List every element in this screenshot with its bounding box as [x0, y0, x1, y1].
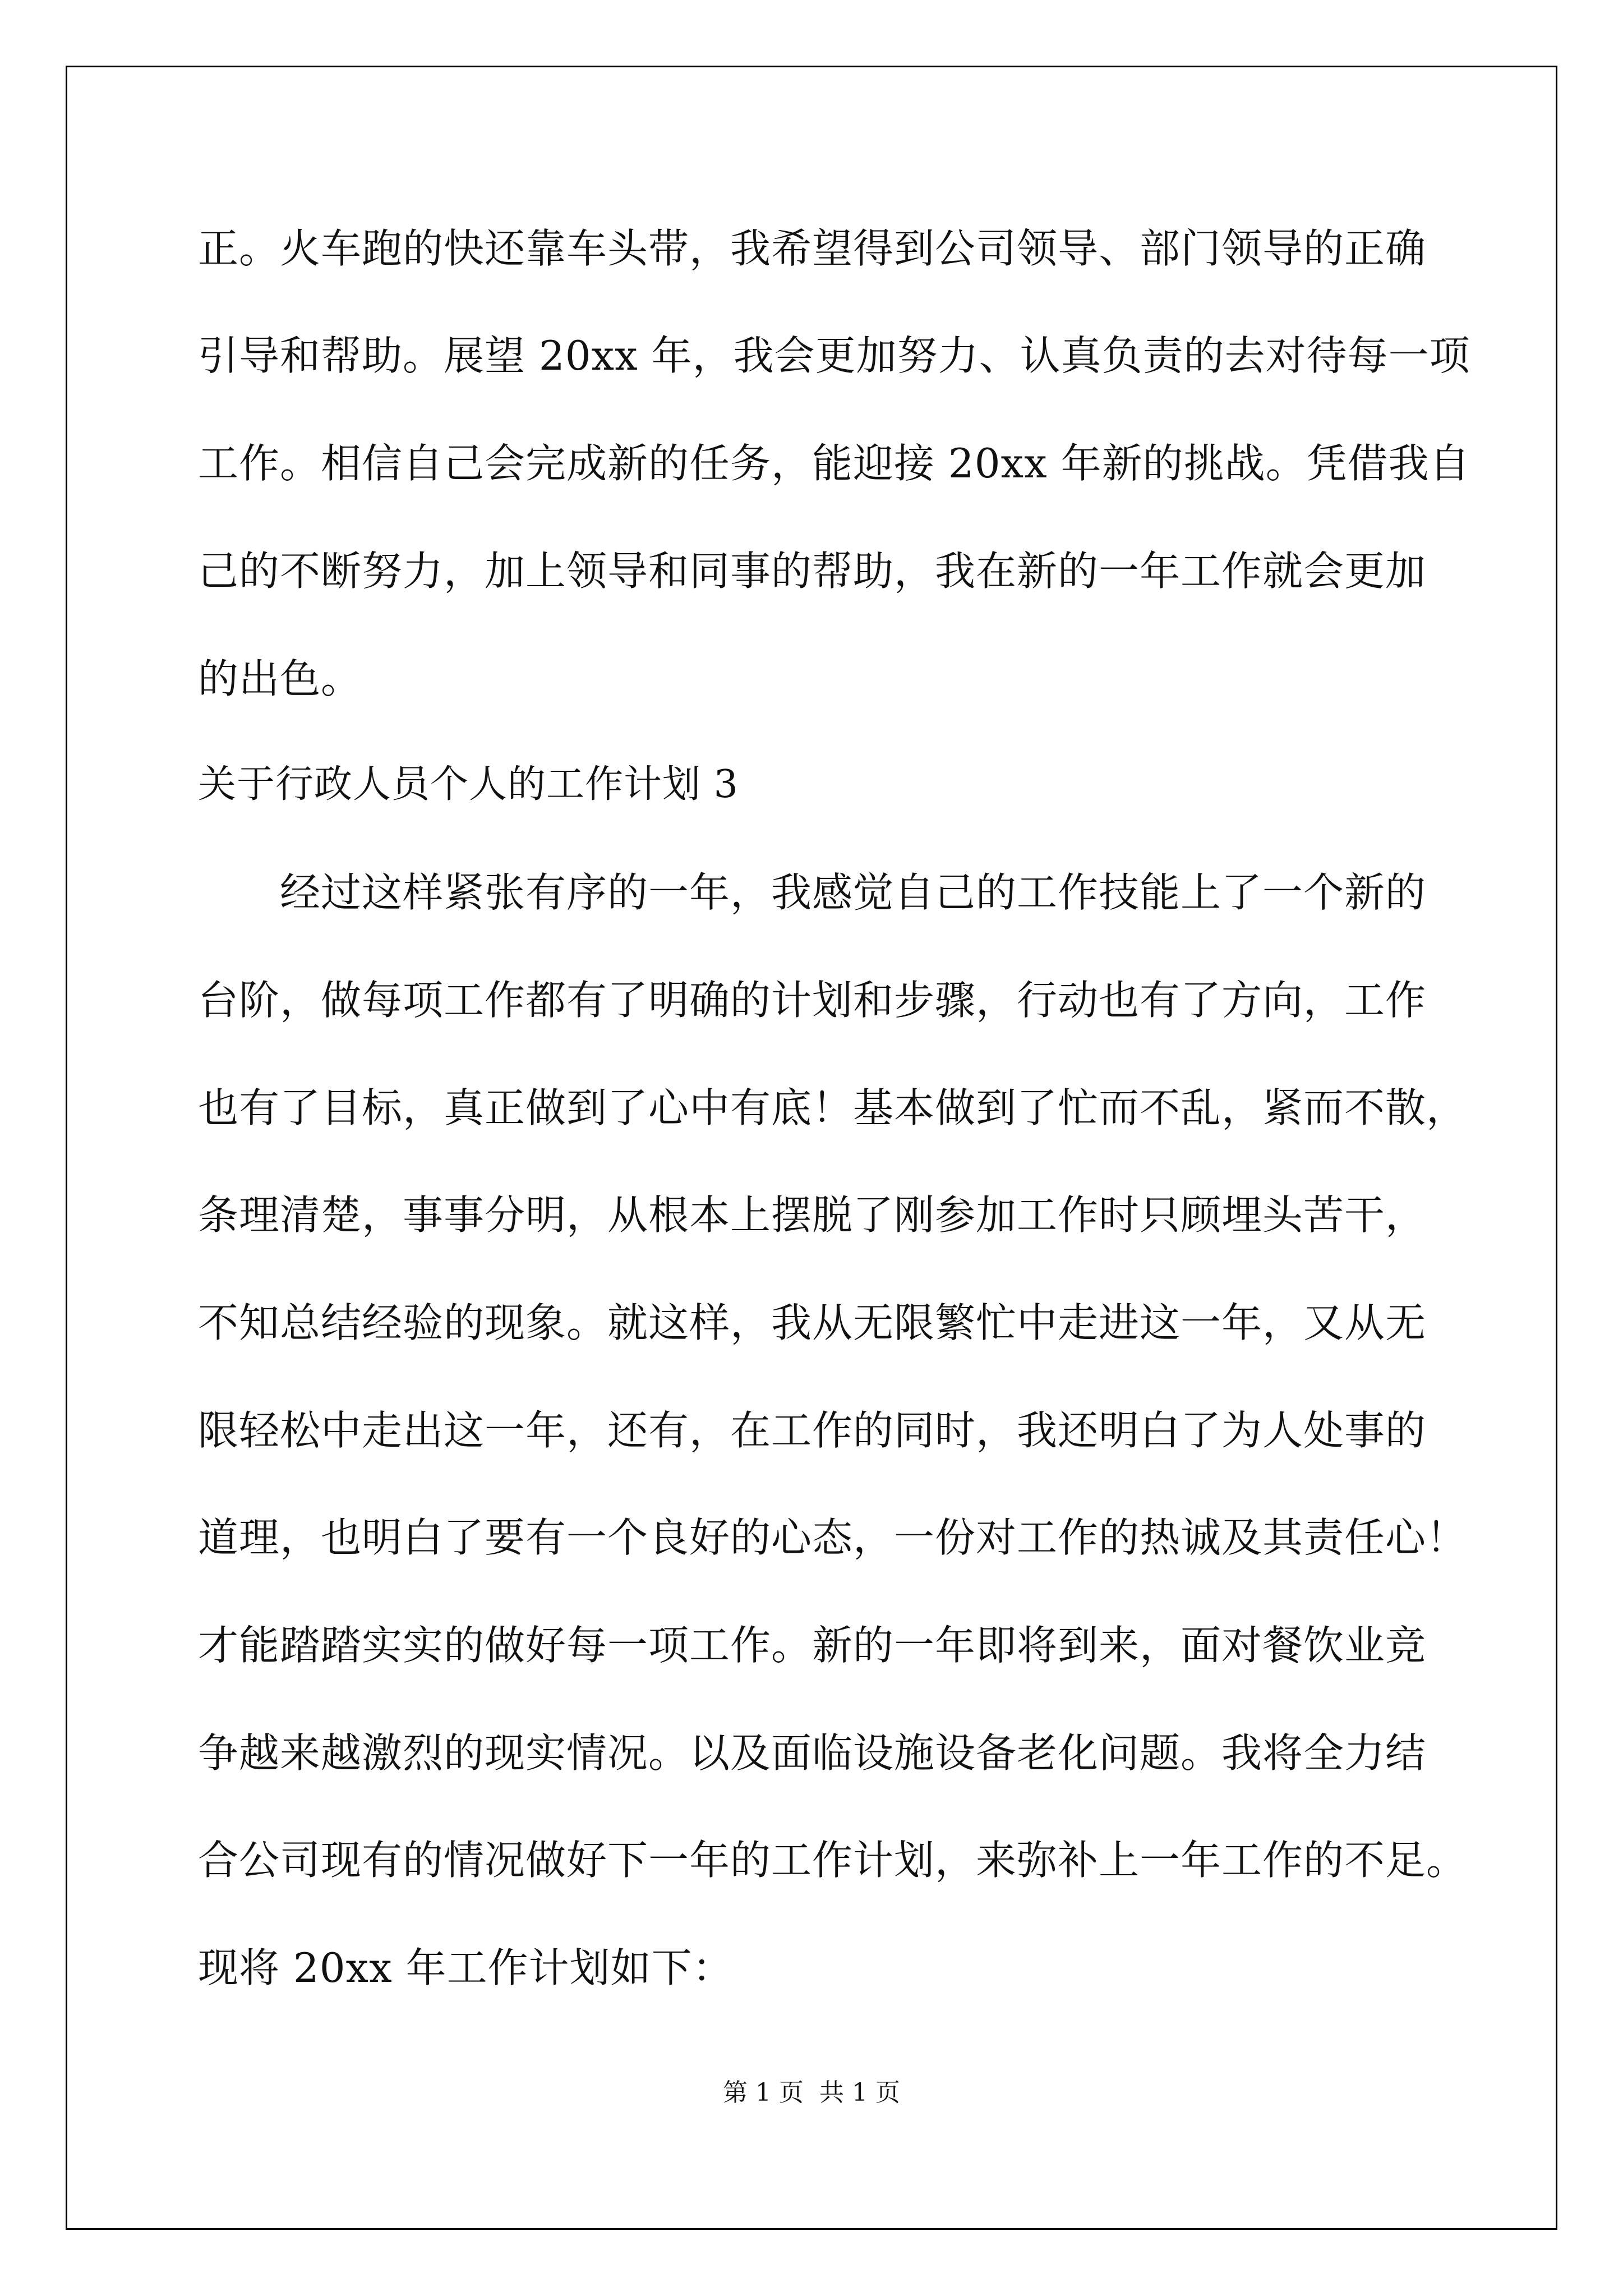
section-heading: 关于行政人员个人的工作计划 3 [198, 762, 739, 807]
body-line: 限轻松中走出这一年，还有，在工作的同时，我还明白了为人处事的 [198, 1407, 1427, 1454]
page-total: 共 1 页 [819, 2078, 900, 2107]
body-line: 才能踏踏实实的做好每一项工作。新的一年即将到来，面对餐饮业竞 [198, 1622, 1427, 1669]
body-line: 己的不断努力，加上领导和同事的帮助，我在新的一年工作就会更加 [198, 547, 1427, 595]
body-line: 争越来越激烈的现实情况。以及面临设施设备老化问题。我将全力结 [198, 1729, 1427, 1777]
body-line: 道理，也明白了要有一个良好的心态，一份对工作的热诚及其责任心！ [198, 1514, 1468, 1561]
body-line: 工作。相信自己会完成新的任务，能迎接 20xx 年新的挑战。凭借我自 [198, 440, 1470, 487]
body-line: 正。火车跑的快还靠车头带，我希望得到公司领导、部门领导的正确 [198, 225, 1427, 272]
body-line: 不知总结经验的现象。就这样，我从无限繁忙中走进这一年，又从无 [198, 1299, 1427, 1346]
body-line: 经过这样紧张有序的一年，我感觉自己的工作技能上了一个新的 [280, 869, 1427, 916]
body-line: 也有了目标，真正做到了心中有底！基本做到了忙而不乱，紧而不散， [198, 1084, 1468, 1131]
body-line: 台阶，做每项工作都有了明确的计划和步骤，行动也有了方向，工作 [198, 977, 1427, 1024]
body-line: 现将 20xx 年工作计划如下： [198, 1944, 734, 1991]
body-line: 合公司现有的情况做好下一年的工作计划，来弥补上一年工作的不足。 [198, 1837, 1468, 1884]
body-line: 的出色。 [198, 655, 362, 702]
body-line: 条理清楚，事事分明，从根本上摆脱了刚参加工作时只顾埋头苦干， [198, 1191, 1427, 1239]
page-footer [0, 2072, 1623, 2108]
body-line: 引导和帮助。展望 20xx 年，我会更加努力、认真负责的去对待每一项 [198, 332, 1470, 379]
page-border [66, 66, 1557, 2230]
page-number: 第 1 页 [723, 2078, 804, 2107]
